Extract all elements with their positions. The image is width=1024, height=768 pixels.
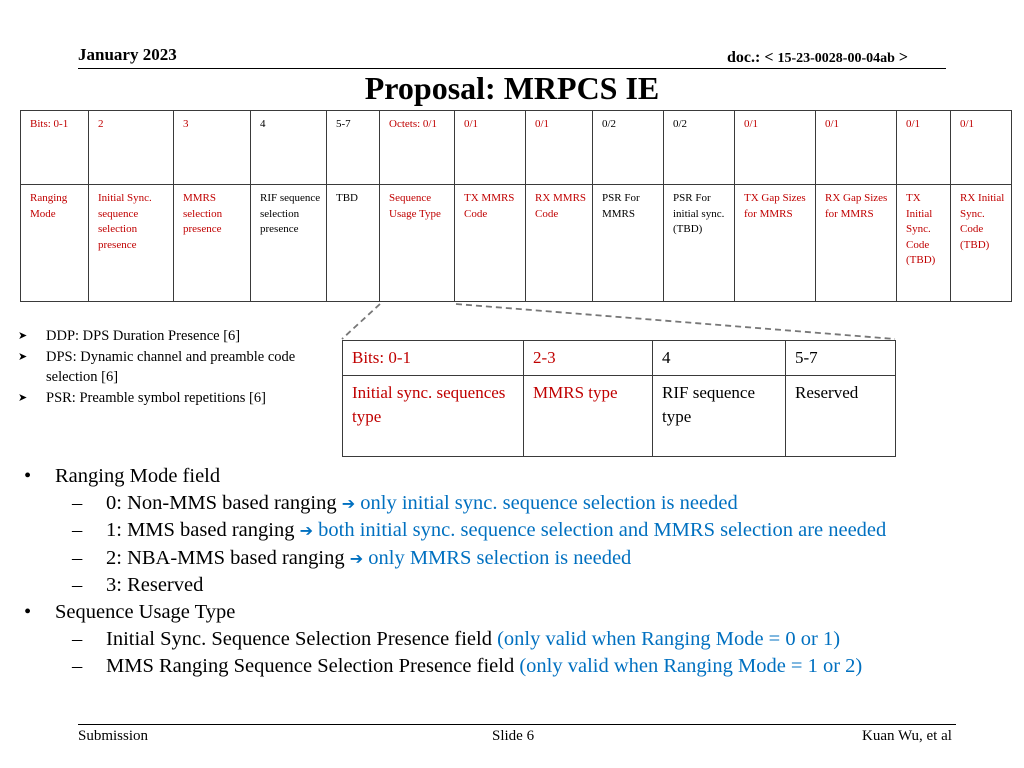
dash-icon: –	[72, 655, 83, 678]
cell: Bits: 0-1	[21, 111, 89, 185]
doc-label: doc.: <	[727, 49, 778, 66]
abbreviation-notes	[18, 326, 316, 408]
cell: 0/1	[455, 111, 526, 185]
arrow-bullet-icon: ➤	[18, 391, 28, 404]
cell: 0/2	[664, 111, 735, 185]
note-item: ➤ PSR: Preamble symbol repetitions [6]	[18, 388, 316, 409]
arrow-right-icon: ➔	[341, 494, 356, 514]
header-date: January 2023	[78, 45, 177, 64]
bullet-sequence-usage-type: • Sequence Usage Type	[20, 599, 886, 626]
cell: Bits: 0-1	[343, 341, 524, 376]
cell: TBD	[327, 185, 380, 302]
header-divider	[78, 68, 946, 69]
footer-divider	[78, 724, 956, 725]
cell: 4	[251, 111, 327, 185]
sub-bits-row	[343, 341, 896, 376]
callout-line-right	[456, 304, 895, 339]
cell: 5-7	[327, 111, 380, 185]
sequence-usage-type-table	[342, 340, 896, 457]
cell: Sequence Usage Type	[380, 185, 455, 302]
doc-number: 15-23-0028-00-04ab	[777, 51, 895, 66]
fields-row	[21, 185, 1012, 302]
cell: PSR For MMRS	[593, 185, 664, 302]
footer-slide-number: Slide 6	[492, 728, 535, 744]
sub-fields-row	[343, 376, 896, 457]
cell: RX Gap Sizes for MMRS	[816, 185, 897, 302]
list-item: – 3: Reserved	[20, 572, 886, 599]
cell: Initial sync. sequences type	[343, 376, 524, 457]
bits-row	[21, 111, 1012, 185]
cell: RX Initial Sync. Code (TBD)	[951, 185, 1012, 302]
list-item: – 0: Non-MMS based ranging ➔ only initial sync. sequence selection is needed	[20, 490, 886, 517]
cell: RIF sequence type	[653, 376, 786, 457]
bullet-ranging-mode: • Ranging Mode field	[20, 463, 886, 490]
cell: 0/1	[526, 111, 593, 185]
cell: 5-7	[786, 341, 896, 376]
cell: Octets: 0/1	[380, 111, 455, 185]
list-item: – Initial Sync. Sequence Selection Presence field (only valid when Ranging Mode = 0 or 1)	[20, 626, 886, 653]
cell: TX MMRS Code	[455, 185, 526, 302]
dash-icon: –	[72, 573, 83, 596]
bullet-dot-icon: •	[24, 601, 32, 624]
cell: 3	[174, 111, 251, 185]
cell: 0/2	[593, 111, 664, 185]
slide-title: Proposal: MRPCS IE	[364, 70, 660, 106]
cell: MMRS selection presence	[174, 185, 251, 302]
doc-suffix: >	[894, 49, 909, 66]
arrow-right-icon: ➔	[299, 521, 314, 541]
cell: 2	[89, 111, 174, 185]
main-bullets	[20, 463, 886, 681]
cell: TX Gap Sizes for MMRS	[735, 185, 816, 302]
footer-submission: Submission	[78, 728, 149, 744]
cell: RX MMRS Code	[526, 185, 593, 302]
note-item: ➤ DPS: Dynamic channel and preamble code selection [6]	[18, 348, 296, 385]
cell: 2-3	[524, 341, 653, 376]
arrow-bullet-icon: ➤	[18, 350, 28, 363]
cell: MMRS type	[524, 376, 653, 457]
dash-icon: –	[72, 519, 83, 542]
note-item: ➤ DDP: DPS Duration Presence [6]	[18, 326, 316, 347]
cell: 0/1	[897, 111, 951, 185]
cell: PSR For initial sync. (TBD)	[664, 185, 735, 302]
list-item: – 2: NBA-MMS based ranging ➔ only MMRS selection is needed	[20, 545, 886, 572]
dash-icon: –	[72, 492, 83, 515]
list-item: – MMS Ranging Sequence Selection Presence field (only valid when Ranging Mode = 1 or 2)	[20, 653, 886, 680]
dash-icon: –	[72, 628, 83, 651]
cell: RIF sequence selection presence	[251, 185, 327, 302]
cell: Ranging Mode	[21, 185, 89, 302]
cell: Initial Sync. sequence selection presence	[89, 185, 174, 302]
cell: Reserved	[786, 376, 896, 457]
cell: 0/1	[951, 111, 1012, 185]
cell: 0/1	[816, 111, 897, 185]
callout-line-left	[342, 304, 380, 339]
arrow-right-icon: ➔	[349, 548, 364, 568]
cell: 0/1	[735, 111, 816, 185]
arrow-bullet-icon: ➤	[18, 330, 28, 342]
cell: TX Initial Sync. Code (TBD)	[897, 185, 951, 302]
header-doc-id	[727, 49, 908, 67]
mrpcs-ie-table	[20, 110, 1012, 302]
footer-author: Kuan Wu, et al	[862, 728, 952, 744]
cell: 4	[653, 341, 786, 376]
bullet-dot-icon: •	[24, 465, 32, 487]
dash-icon: –	[72, 546, 83, 569]
list-item: – 1: MMS based ranging ➔ both initial sync. sequence selection and MMRS selection are needed	[20, 517, 886, 544]
